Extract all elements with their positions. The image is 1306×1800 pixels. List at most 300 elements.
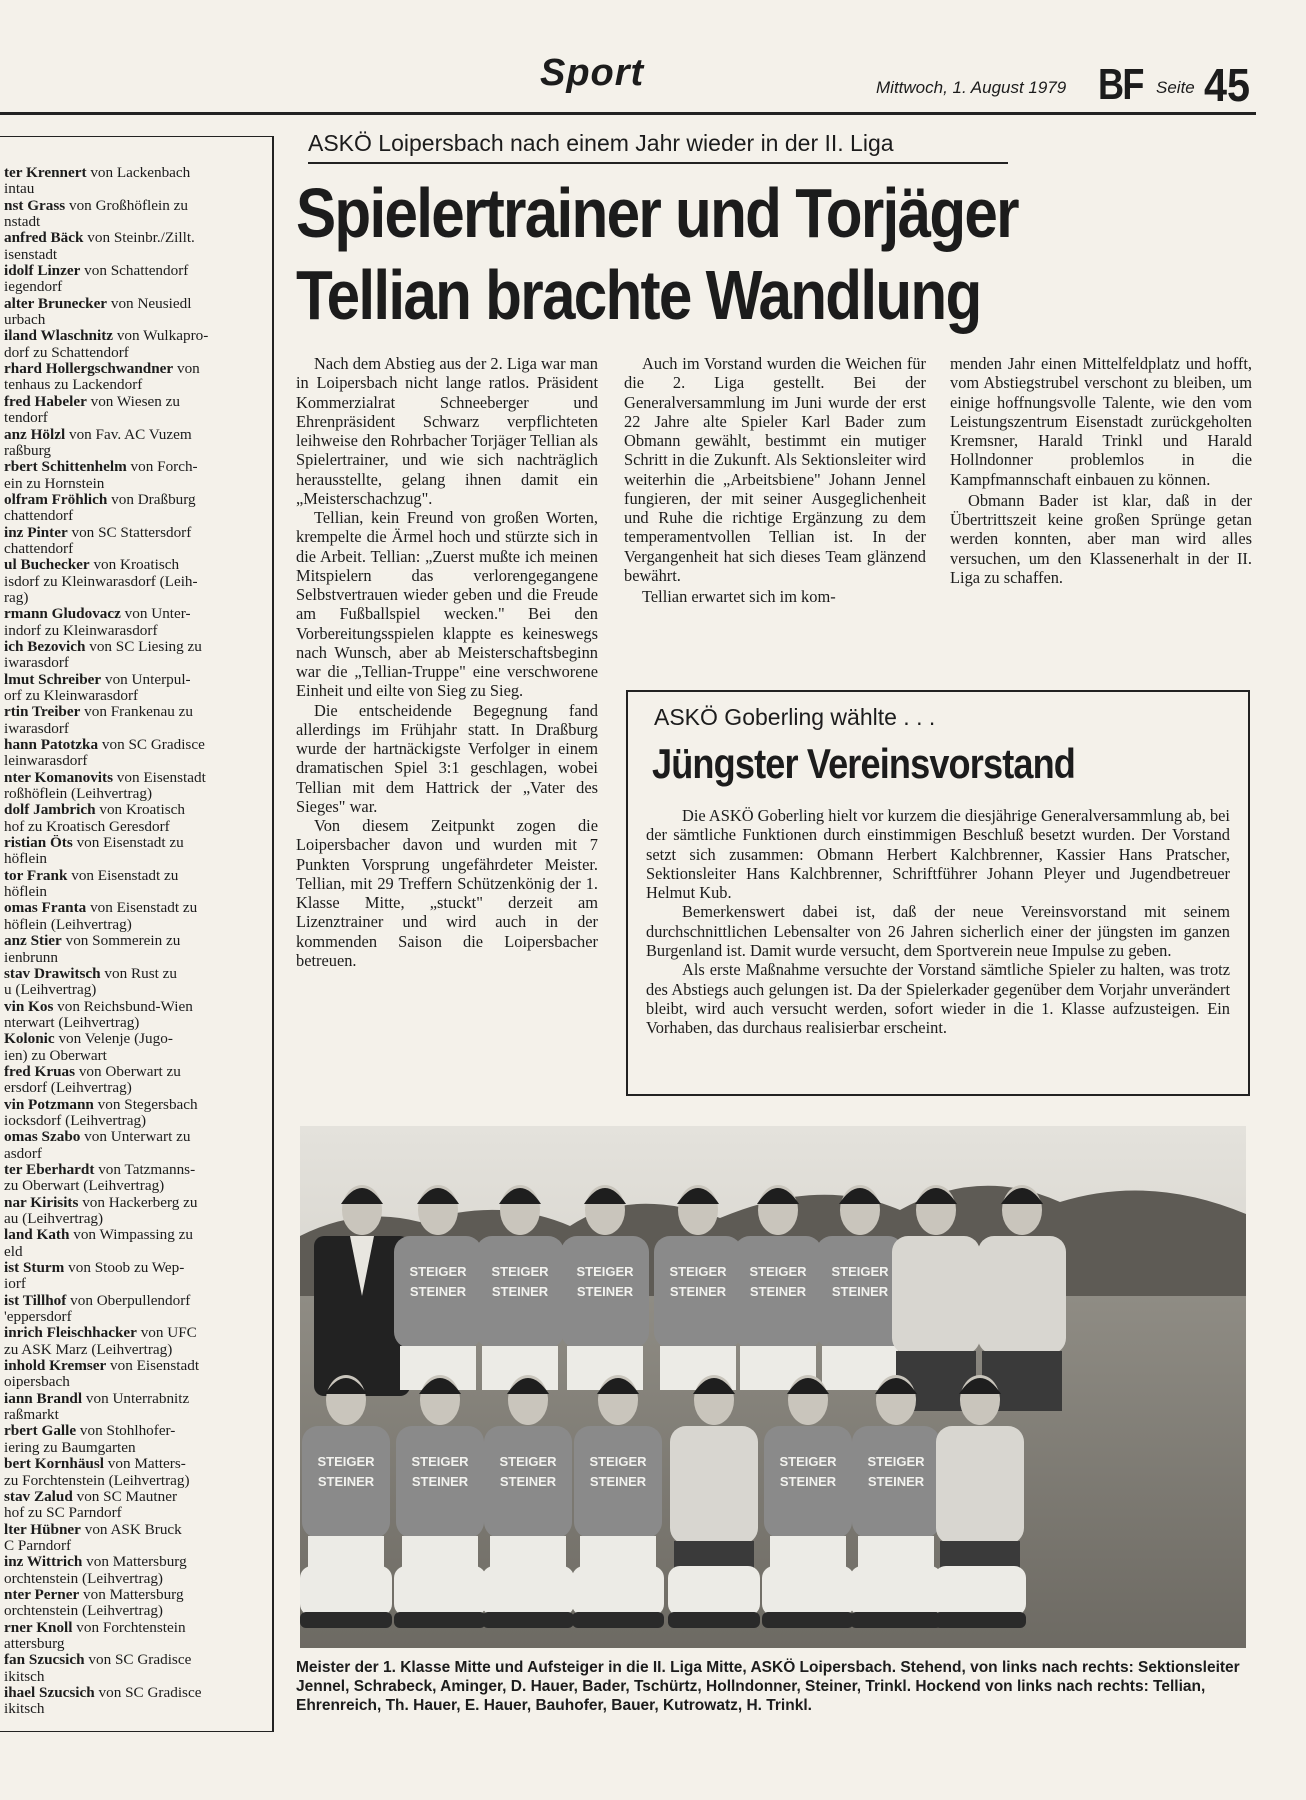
player-name: lmut Schreiber (4, 671, 102, 688)
transfer-list-entry (4, 639, 268, 655)
transfer-detail: oipersbach (4, 1374, 70, 1391)
player-name: stav Drawitsch (4, 965, 101, 982)
player-name: inrich Fleischhacker (4, 1325, 137, 1342)
transfer-list-entry (4, 999, 268, 1015)
transfer-list-entry (4, 835, 268, 851)
transfer-list-entry (4, 312, 268, 328)
transfer-list-entry (4, 1522, 268, 1538)
transfer-list-entry (4, 459, 268, 475)
player-name: ist Tillhof (4, 1292, 67, 1309)
transfer-list-entry (4, 230, 268, 246)
transfer-list-entry (4, 851, 268, 867)
transfer-detail: von SC Mautner (72, 1488, 177, 1505)
transfer-detail: von Unter- (120, 606, 191, 623)
transfer-list-entry (4, 1276, 268, 1292)
jersey-print: STEINER (491, 1284, 549, 1299)
transfer-detail: indorf zu Kleinwarasdorf (4, 622, 158, 639)
player-name: lter Hübner (4, 1521, 81, 1538)
transfer-list-entry (4, 443, 268, 459)
transfer-list-entry (4, 1325, 268, 1341)
transfer-list-entry (4, 1669, 268, 1685)
player-boots (668, 1612, 760, 1628)
transfer-detail: von Oberwart zu (75, 1063, 181, 1080)
player-name: vin Kos (4, 998, 54, 1015)
transfer-detail: leinwarasdorf (4, 753, 88, 770)
transfer-list-entry (4, 1048, 268, 1064)
transfer-detail: von (173, 361, 200, 378)
transfer-list-entry (4, 655, 268, 671)
transfer-detail: C Parndorf (4, 1537, 72, 1554)
jersey-print: STEIGER (499, 1454, 557, 1469)
transfer-detail: von SC Liesing zu (85, 638, 202, 655)
transfer-list-entry (4, 704, 268, 720)
article-paragraph: Auch im Vorstand wurden die Weichen für die 2. Liga gestellt. Bei der Generalversammlung im Juni wurde der erst 22 Jahre alte Spieler Karl Bader zum Obmann gewählt, bestimmt ein mutiger Schritt in die Zukunft. Als Sektionsleiter wird weiterhin die „Arbeitsbiene" Johann Jennel fungieren, der mit seiner Ausgeglichenheit und Ruhe die richtige Ergänzung zu dem temperamentvollen Tellian ist. In der Vergangenheit hat sich dieses Team glänzend bewährt. (624, 354, 926, 585)
transfer-detail: von UFC (136, 1325, 197, 1342)
player-name: dolf Jambrich (4, 802, 96, 819)
jersey-print: STEIGER (317, 1454, 375, 1469)
transfer-list-entry (4, 1080, 268, 1096)
transfer-detail: von SC Gradisce (84, 1652, 192, 1669)
transfer-list-entry (4, 198, 268, 214)
jersey-print: STEIGER (779, 1454, 837, 1469)
article-paragraph: Tellian erwartet sich im kom- (642, 587, 836, 606)
jersey-print: STEINER (576, 1284, 634, 1299)
transfer-list-entry (4, 1374, 268, 1390)
player-legs (572, 1566, 664, 1616)
transfer-detail: zu Oberwart (Leihvertrag) (4, 1178, 165, 1195)
transfer-list-entry (4, 1195, 268, 1211)
transfer-detail: von Frankenau zu (80, 704, 193, 721)
player-boots (762, 1612, 854, 1628)
transfer-list-entry (4, 770, 268, 786)
transfer-list-entry (4, 1227, 268, 1243)
transfer-list-entry (4, 394, 268, 410)
transfer-list-entry (4, 361, 268, 377)
transfer-detail: von SC Gradisce (98, 737, 205, 754)
transfer-detail: chattendorf (4, 540, 74, 557)
transfer-detail: von Forchtenstein (72, 1619, 186, 1636)
transfer-detail: von Großhöflein zu (65, 197, 188, 214)
player-name: ihael Szucsich (4, 1684, 95, 1701)
transfer-list-entry (4, 1505, 268, 1521)
transfer-detail: ienbrunn (4, 949, 58, 966)
transfer-list-entry (4, 181, 268, 197)
transfer-list-entry (4, 1309, 268, 1325)
team-photo (300, 1126, 1246, 1648)
transfer-list-entry (4, 1113, 268, 1129)
transfer-list-entry (4, 917, 268, 933)
box-paragraph: Die ASKÖ Goberling hielt vor kurzem die diesjährige Generalversammlung ab, bei der sämtliche Funktionen durch einstimmigen Beschluß besetzt wurden. Der Vorstand setzt sich zusammen: Obmann Herbert Kalchbrenner, Kassier Hans Pratscher, Sektionsleiter Hans Kalchbrenner, Schriftführer Johann Pleyer und Jugendbetreuer Helmut Kub. (646, 806, 1230, 903)
transfer-detail: von Hackerberg zu (78, 1194, 198, 1211)
section-title: Sport (540, 52, 645, 94)
transfer-list-entry (4, 525, 268, 541)
transfer-list-entry (4, 688, 268, 704)
transfer-detail: dorf zu Schattendorf (4, 344, 129, 361)
transfer-detail: von Oberpullendorf (66, 1292, 191, 1309)
player-legs (394, 1566, 486, 1616)
transfer-detail: von Kroatisch (89, 557, 180, 574)
article-column-3 (950, 354, 1252, 587)
transfer-detail: von Schattendorf (80, 263, 189, 280)
transfer-list-entry (4, 557, 268, 573)
player-name: fred Habeler (4, 393, 87, 410)
player-boots (482, 1612, 574, 1628)
transfer-detail: 'eppersdorf (4, 1309, 72, 1326)
player-name: land Kath (4, 1227, 70, 1244)
player-name: bert Kornhäusl (4, 1456, 104, 1473)
transfer-list-entry (4, 1015, 268, 1031)
transfer-list-entry (4, 1587, 268, 1603)
transfer-detail: iwarasdorf (4, 720, 69, 737)
transfer-list-entry (4, 1211, 268, 1227)
transfer-list-entry (4, 868, 268, 884)
player-name: olfram Fröhlich (4, 491, 108, 508)
transfer-list-entry (4, 672, 268, 688)
player-legs (482, 1566, 574, 1616)
transfer-list-entry (4, 1423, 268, 1439)
transfer-list (0, 137, 272, 1718)
transfer-list-entry (4, 1064, 268, 1080)
article-headline-line-1: Spielertrainer und Torjäger (296, 174, 1018, 252)
transfer-list-entry (4, 819, 268, 835)
transfer-detail: ersdorf (Leihvertrag) (4, 1080, 132, 1097)
transfer-detail: von Unterwart zu (80, 1129, 191, 1146)
transfer-detail: u (Leihvertrag) (4, 982, 97, 999)
jersey-print: STEINER (499, 1474, 557, 1489)
transfer-detail: von Draßburg (107, 491, 196, 508)
box-body (646, 806, 1230, 1038)
player-name: inz Pinter (4, 524, 68, 541)
transfer-list-entry (4, 427, 268, 443)
transfer-list-entry (4, 508, 268, 524)
player-boots (394, 1612, 486, 1628)
transfer-detail: von Eisenstadt zu (72, 835, 184, 852)
player-name: rmann Gludovacz (4, 606, 121, 623)
jersey-print: STEIGER (867, 1454, 925, 1469)
player-boots (572, 1612, 664, 1628)
article-kicker: ASKÖ Loipersbach nach einem Jahr wieder in der II. Liga (308, 130, 894, 156)
player-name: inz Wittrich (4, 1554, 83, 1571)
article-paragraph: menden Jahr einen Mittelfeldplatz und hofft, vom Abstiegstrubel verschont zu bleiben, um einige hoffnungsvolle Talente, wie den vom Leistungszentrum Eisenstadt zurückgeholten Kremsner, Harald Trinkl und Harald Hollndonner problemlos in die Kampfmannschaft einbauen zu können. (950, 354, 1252, 489)
transfer-detail: intau (4, 181, 35, 198)
transfer-detail: hof zu Kroatisch Geresdorf (4, 818, 170, 835)
transfer-detail: von Wiesen zu (86, 393, 180, 410)
kicker-underline (308, 162, 1008, 164)
transfer-detail: zu ASK Marz (Leihvertrag) (4, 1341, 173, 1358)
transfer-list-entry (4, 982, 268, 998)
transfer-detail: asdorf (4, 1145, 42, 1162)
transfer-list-entry (4, 590, 268, 606)
jersey-print: STEINER (411, 1474, 469, 1489)
transfer-detail: iocksdorf (Leihvertrag) (4, 1112, 147, 1129)
player-name: Kolonic (4, 1031, 55, 1048)
box-kicker: ASKÖ Goberling wählte . . . (654, 704, 936, 730)
player-name: nst Grass (4, 197, 66, 214)
player-legs (668, 1566, 760, 1616)
transfer-list-entry (4, 296, 268, 312)
jersey-print: STEIGER (576, 1264, 634, 1279)
transfer-detail: höflein (4, 884, 48, 901)
transfer-list-entry (4, 1652, 268, 1668)
transfer-detail: höflein (Leihvertrag) (4, 916, 132, 933)
box-headline: Jüngster Vereinsvorstand (652, 740, 1075, 787)
transfer-detail: chattendorf (4, 508, 74, 525)
player-name: ul Buchecker (4, 557, 90, 574)
transfer-detail: von Eisenstadt (112, 769, 206, 786)
player-name: stav Zalud (4, 1488, 73, 1505)
transfer-detail: von Fav. AC Vuzem (65, 426, 192, 443)
transfer-detail: iwarasdorf (4, 655, 69, 672)
transfer-detail: von Stohlhofer- (76, 1423, 176, 1440)
player-name: ristian Öts (4, 835, 73, 852)
player-name: iann Brandl (4, 1390, 83, 1407)
transfer-list-entry (4, 1293, 268, 1309)
article-paragraph: Nach dem Abstieg aus der 2. Liga war man in Loipersbach nicht lange ratlos. Präsident Kommerzialrat Schneeberger und Ehrenpräsident Schwarz verpflichteten leihweise den Rohrbacher Torjäger Tellian als Spielertrainer, und wie sich nachträglich herausstellte, gelang ihnen damit ein „Meisterschachzug". (296, 354, 598, 508)
transfer-detail: von Kroatisch (95, 802, 185, 819)
transfer-list-entry (4, 345, 268, 361)
jersey-print: STEIGER (411, 1454, 469, 1469)
player-name: ist Sturm (4, 1260, 65, 1277)
transfer-list-entry (4, 721, 268, 737)
player-legs (762, 1566, 854, 1616)
player-name: hann Patotzka (4, 737, 99, 754)
player-boots (850, 1612, 942, 1628)
transfer-list-entry (4, 1146, 268, 1162)
transfer-detail: von Stegersbach (93, 1096, 198, 1113)
jersey-print: STEINER (589, 1474, 647, 1489)
transfer-list-entry (4, 966, 268, 982)
transfer-detail: orchtenstein (Leihvertrag) (4, 1570, 163, 1587)
transfer-detail: von Neusiedl (107, 295, 192, 312)
player-name: alter Brunecker (4, 295, 108, 312)
transfer-detail: au (Leihvertrag) (4, 1211, 104, 1227)
transfer-detail: von Eisenstadt (106, 1358, 200, 1375)
transfer-list-entry (4, 1489, 268, 1505)
transfer-list-entry (4, 753, 268, 769)
transfer-list-entry (4, 1244, 268, 1260)
transfer-detail: tenhaus zu Lackendorf (4, 377, 143, 394)
transfer-detail: von Unterpul- (101, 671, 191, 688)
transfer-list-entry (4, 623, 268, 639)
player-legs (934, 1566, 1026, 1616)
transfer-list-entry (4, 1603, 268, 1619)
player-name: anz Stier (4, 933, 62, 950)
transfer-list-entry (4, 1358, 268, 1374)
transfer-detail: von SC Stattersdorf (67, 524, 192, 541)
jersey-print: STEIGER (669, 1264, 727, 1279)
transfer-list-entry (4, 279, 268, 295)
transfer-list-entry (4, 377, 268, 393)
transfer-detail: roßhöflein (Leihvertrag) (4, 786, 153, 803)
transfer-detail: iegendorf (4, 279, 63, 296)
transfer-list-entry (4, 1636, 268, 1652)
player-name: anfred Bäck (4, 230, 84, 247)
player-boots (934, 1612, 1026, 1628)
transfer-list-entry (4, 1391, 268, 1407)
player-name: nter Perner (4, 1586, 80, 1603)
transfer-list-entry (4, 1440, 268, 1456)
player-name: fan Szucsich (4, 1652, 85, 1669)
player-name: omas Franta (4, 900, 87, 917)
transfer-detail: von SC Gradisce (94, 1684, 202, 1701)
player-name: nar Kirisits (4, 1194, 79, 1211)
transfer-list-entry (4, 476, 268, 492)
player-name: ter Eberhardt (4, 1161, 95, 1178)
transfer-detail: von Steinbr./Zillt. (83, 230, 195, 247)
player-name: ich Bezovich (4, 638, 86, 655)
player-name: iland Wlaschnitz (4, 328, 114, 345)
transfer-detail: von Matters- (104, 1456, 186, 1473)
transfer-list-entry (4, 1260, 268, 1276)
transfer-detail: ikitsch (4, 1701, 45, 1718)
transfer-list-column (0, 136, 274, 1732)
player-name: rner Knoll (4, 1619, 73, 1636)
player-name: omas Szabo (4, 1129, 81, 1146)
transfer-list-entry (4, 410, 268, 426)
jersey-print: STEINER (831, 1284, 889, 1299)
player-boots (300, 1612, 392, 1628)
transfer-detail: iorf (4, 1276, 26, 1293)
player-name: rbert Schittenhelm (4, 459, 127, 476)
player-name: fred Kruas (4, 1063, 76, 1080)
transfer-detail: von Unterrabnitz (82, 1390, 190, 1407)
player-name: rhard Hollergschwandner (4, 361, 174, 378)
jersey-print: STEIGER (409, 1264, 467, 1279)
article-column-1 (296, 354, 598, 970)
transfer-list-entry (4, 1456, 268, 1472)
transfer-detail: von Forch- (126, 459, 198, 476)
issue-date: Mittwoch, 1. August 1979 (876, 78, 1067, 97)
article-paragraph: Von diesem Zeitpunkt zogen die Loipersbacher davon und wurden mit 7 Punkten Vorsprung ungefährdeter Meister. Tellian, mit 29 Treffern Schützenkönig der 1. Klasse Mitte, „stuckt" derzeit am Lizenztrainer und wird auch in der kommenden Saison die Loipersbacher betreuen. (296, 816, 598, 970)
transfer-detail: raßmarkt (4, 1407, 59, 1424)
transfer-detail: von Lackenbach (86, 165, 191, 181)
player-name: idolf Linzer (4, 263, 81, 280)
transfer-detail: urbach (4, 312, 46, 329)
transfer-detail: zu Forchtenstein (Leihvertrag) (4, 1472, 190, 1489)
player-name: vin Potzmann (4, 1096, 94, 1113)
transfer-list-entry (4, 1685, 268, 1701)
player-name: inhold Kremser (4, 1358, 107, 1375)
transfer-detail: von Tatzmanns- (94, 1161, 196, 1178)
article-headline-line-2: Tellian brachte Wandlung (296, 256, 981, 334)
transfer-list-entry (4, 1554, 268, 1570)
box-paragraph: Als erste Maßnahme versuchte der Vorstand sämtliche Spieler zu halten, was trotz des Abstiegs auch gelungen ist. Da der Spielerkader gegenüber dem Vorjahr unverändert bleibt, wird auch versucht werden, sofort wieder in die 1. Klasse aufzusteigen. Ein Vorhaben, das durchaus realisierbar erscheint. (646, 960, 1230, 1038)
transfer-detail: tendorf (4, 410, 48, 427)
transfer-list-entry (4, 1473, 268, 1489)
transfer-detail: ien) zu Oberwart (4, 1047, 107, 1064)
jersey-print: STEIGER (491, 1264, 549, 1279)
transfer-list-entry (4, 574, 268, 590)
player-name: ter Krennert (4, 165, 87, 181)
jersey-print: STEIGER (589, 1454, 647, 1469)
transfer-detail: hof zu SC Parndorf (4, 1505, 122, 1522)
jersey-print: STEINER (669, 1284, 727, 1299)
transfer-list-entry (4, 786, 268, 802)
transfer-detail: ein zu Hornstein (4, 475, 105, 492)
article-paragraph: Tellian, kein Freund von großen Worten, krempelte die Ärmel hoch und stürzte sich in die Arbeit. Tellian: „Zuerst mußte ich meinen Mitspielern das verlorengegangene Selbstvertrauen wieder geben und die Freude am Fußballspiel wecken." Bei den Vorbereitungsspielen klappte es keineswegs nach Wunsch, aber ab Meisterschaftsbeginn war die „Tellian-Truppe" eine verschworene Einheit und eilte von Sieg zu Sieg. (296, 508, 598, 701)
article-paragraph: Die entscheidende Begegnung fand allerdings im Frühjahr statt. In Draßburg wurde der hartnäckigste Verfolger in einem dramatischen Spiel 3:1 geschlagen, wobei Tellian mit dem Hattrick der „Vater des Sieges" war. (296, 700, 598, 816)
transfer-detail: eld (4, 1243, 23, 1260)
transfer-detail: von Stoob zu Wep- (64, 1260, 185, 1277)
photo-caption: Meister der 1. Klasse Mitte und Aufsteiger in die II. Liga Mitte, ASKÖ Loipersbach. Stehend, von links nach rechts: Sektionsleiter Jennel, Schrabeck, Aminger, D. Hauer, Bader, Tschürtz, Hollndonner, Steiner, Trinkl. Hockend von links nach rechts: Tellian, Ehrenreich, Th. Hauer, E. Hauer, Bauhofer, Bauer, Kutrowatz, H. Trinkl. (296, 1659, 1240, 1714)
transfer-detail: rag) (4, 589, 29, 606)
jersey-print: STEINER (317, 1474, 375, 1489)
transfer-list-entry (4, 900, 268, 916)
transfer-list-entry (4, 1407, 268, 1423)
player-name: anz Hölzl (4, 426, 66, 443)
transfer-list-entry (4, 247, 268, 263)
player-name: rbert Galle (4, 1423, 77, 1440)
jersey-print: STEINER (409, 1284, 467, 1299)
transfer-detail: attersburg (4, 1635, 65, 1652)
transfer-detail: von Eisenstadt zu (67, 867, 179, 884)
transfer-detail: isdorf zu Kleinwarasdorf (Leih- (4, 573, 198, 590)
player-name: nter Komanovits (4, 769, 113, 786)
transfer-list-entry (4, 1342, 268, 1358)
transfer-detail: orf zu Kleinwarasdorf (4, 688, 139, 704)
transfer-detail: von Sommerein zu (61, 933, 181, 950)
transfer-list-entry (4, 1162, 268, 1178)
transfer-detail: orchtenstein (Leihvertrag) (4, 1603, 163, 1620)
transfer-detail: von Rust zu (100, 965, 177, 982)
page-label: Seite (1156, 78, 1195, 97)
transfer-detail: von Wulkapro- (113, 328, 209, 345)
transfer-list-entry (4, 1178, 268, 1194)
transfer-detail: von Velenje (Jugo- (54, 1031, 173, 1048)
player-name: rtin Treiber (4, 704, 81, 721)
transfer-list-entry (4, 492, 268, 508)
transfer-list-entry (4, 1571, 268, 1587)
transfer-list-entry (4, 1097, 268, 1113)
transfer-list-entry (4, 165, 268, 181)
transfer-detail: von Reichsbund-Wien (53, 998, 193, 1015)
transfer-list-entry (4, 950, 268, 966)
transfer-list-entry (4, 802, 268, 818)
transfer-detail: von Wimpassing zu (69, 1227, 193, 1244)
transfer-detail: raßburg (4, 442, 51, 459)
transfer-list-entry (4, 214, 268, 230)
transfer-list-entry (4, 1031, 268, 1047)
article-paragraph: Obmann Bader ist klar, daß in der Übertrittszeit keine großen Sprünge getan werden konnten, aber man wird alles versuchen, um den Klassenerhalt in der II. Liga zu schaffen. (950, 490, 1252, 587)
transfer-detail: von Mattersburg (79, 1586, 184, 1603)
transfer-detail: iering zu Baumgarten (4, 1439, 136, 1456)
jersey-print: STEINER (749, 1284, 807, 1299)
transfer-detail: nstadt (4, 214, 41, 231)
player-legs (850, 1566, 942, 1616)
transfer-list-entry (4, 328, 268, 344)
jersey-print: STEINER (779, 1474, 837, 1489)
transfer-detail: von Eisenstadt zu (86, 900, 198, 917)
transfer-detail: von Mattersburg (82, 1554, 187, 1571)
transfer-list-entry (4, 737, 268, 753)
transfer-detail: von ASK Bruck (80, 1521, 182, 1538)
transfer-list-entry (4, 541, 268, 557)
transfer-detail: höflein (4, 851, 48, 868)
transfer-list-entry (4, 933, 268, 949)
transfer-list-entry (4, 1620, 268, 1636)
transfer-detail: isenstadt (4, 246, 58, 263)
transfer-detail: nterwart (Leihvertrag) (4, 1014, 140, 1031)
transfer-list-entry (4, 1701, 268, 1717)
jersey-print: STEIGER (749, 1264, 807, 1279)
player-name: tor Frank (4, 867, 68, 884)
transfer-list-entry (4, 606, 268, 622)
newspaper-logo: BF (1098, 60, 1143, 109)
jersey-print: STEIGER (831, 1264, 889, 1279)
transfer-list-entry (4, 263, 268, 279)
transfer-list-entry (4, 1538, 268, 1554)
transfer-list-entry (4, 884, 268, 900)
